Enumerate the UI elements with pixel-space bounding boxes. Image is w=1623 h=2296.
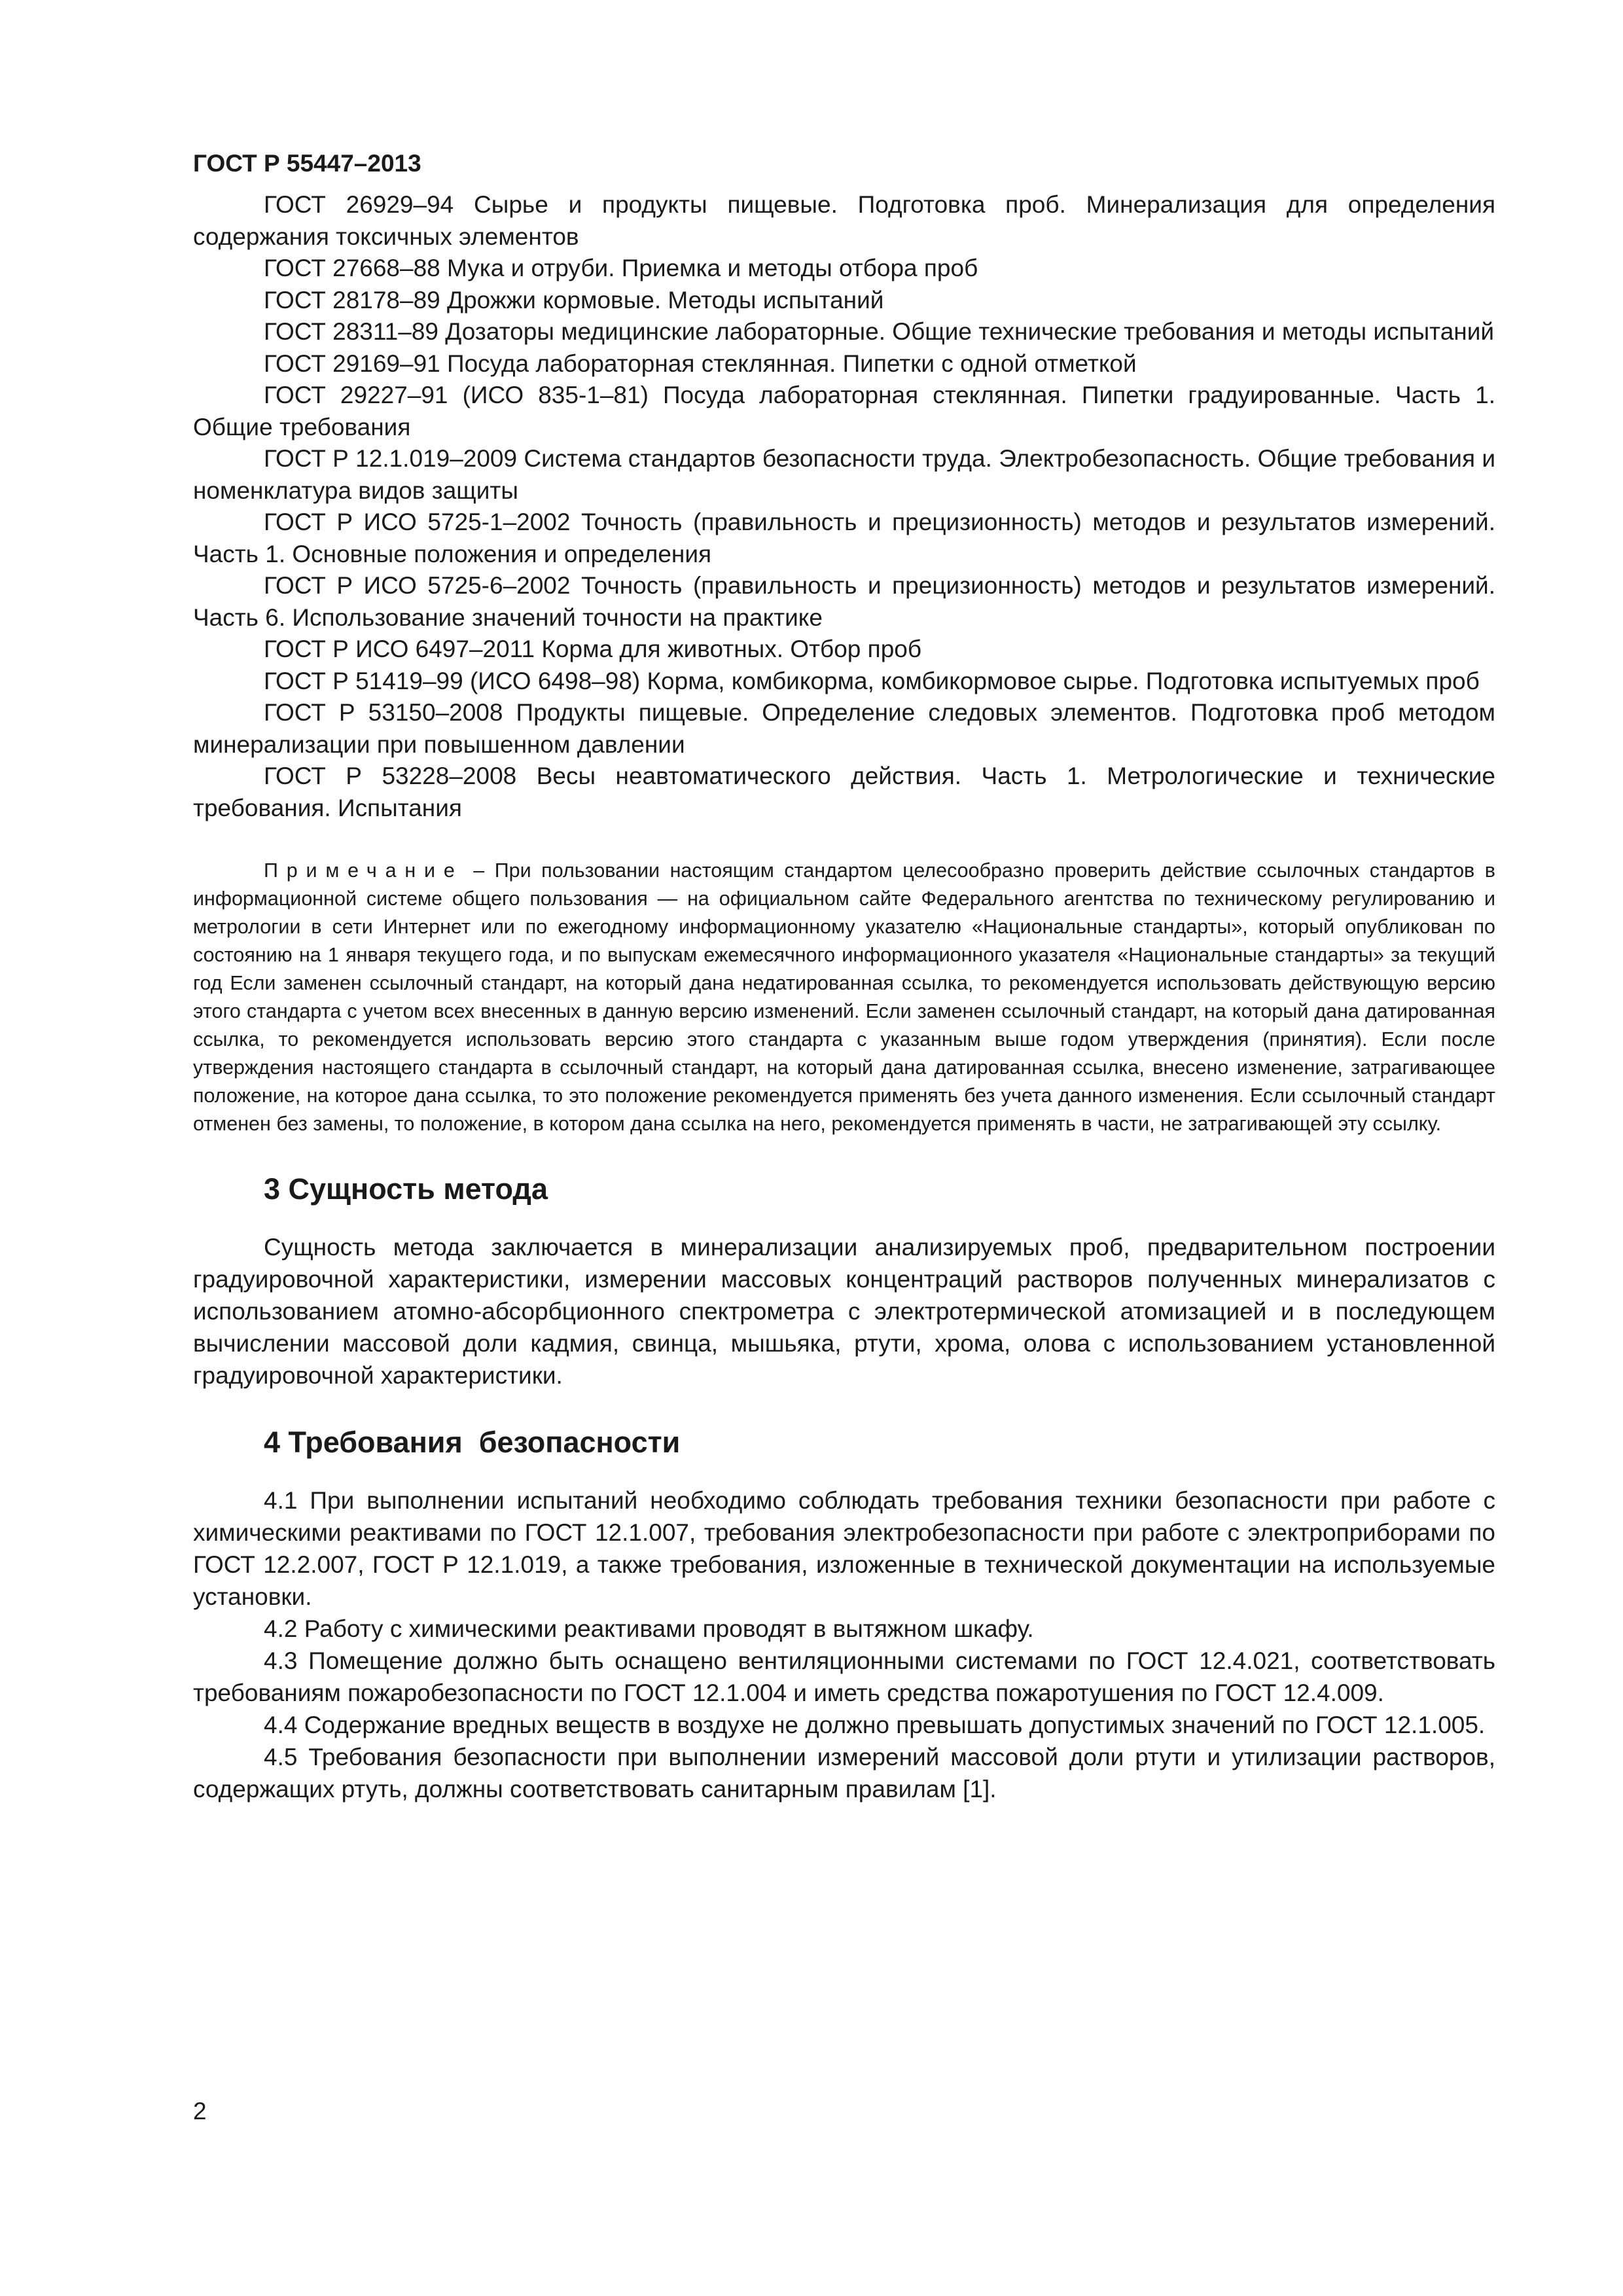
- reference-item: ГОСТ 28178–89 Дрожжи кормовые. Методы испытаний: [264, 286, 884, 314]
- reference-item: ГОСТ 29227–91 (ИСО 835-1–81) Посуда лабораторная стеклянная. Пипетки градуированные. Часть 1. Общие требования: [193, 382, 1495, 440]
- normative-references-list: [193, 189, 1495, 824]
- reference-item: ГОСТ Р ИСО 5725-1–2002 Точность (правильность и прецизионность) методов и результатов измерений. Часть 1. Основные положения и определения: [193, 509, 1495, 567]
- reference-item: ГОСТ Р ИСО 6497–2011 Корма для животных. Отбор проб: [264, 636, 922, 662]
- reference-item: ГОСТ Р ИСО 5725-6–2002 Точность (правильность и прецизионность) методов и результатов измерений. Часть 6. Использование значений точности на практике: [193, 572, 1495, 631]
- references-note: [193, 857, 1495, 1138]
- safety-requirement-item: 4.2 Работу с химическими реактивами проводят в вытяжном шкафу.: [264, 1615, 1034, 1642]
- safety-requirement-item: 4.3 Помещение должно быть оснащено вентиляционными системами по ГОСТ 12.4.021, соответствовать требованиям пожаробезопасности по ГОСТ 12.1.004 и иметь средства пожаротушения по ГОСТ 12.4.009.: [193, 1647, 1495, 1706]
- note-label: Примечание: [264, 859, 463, 882]
- reference-item: ГОСТ Р 51419–99 (ИСО 6498–98) Корма, комбикорма, комбикормовое сырье. Подготовка испытуемых проб: [264, 667, 1480, 694]
- reference-item: ГОСТ 28311–89 Дозаторы медицинские лабораторные. Общие технические требования и методы испытаний: [264, 318, 1495, 345]
- section-3-text: Сущность метода заключается в минерализации анализируемых проб, предварительном построении градуировочной характеристики, измерении массовых концентраций растворов полученных минерализатов с использованием атомно-абсорбционного спектрометра с электротермической атомизацией и в последующем вычислении массовой доли кадмия, свинца, мышьяка, ртути, хрома, олова с использованием установленной градуировочной характеристики.: [193, 1234, 1495, 1389]
- section-4-title: 4 Требования безопасности: [264, 1426, 681, 1459]
- document-id-header: ГОСТ Р 55447–2013: [193, 150, 421, 177]
- section-3-title: 3 Сущность метода: [264, 1172, 548, 1206]
- reference-item: ГОСТ Р 53228–2008 Весы неавтоматического действия. Часть 1. Метрологические и технические требования. Испытания: [193, 762, 1495, 821]
- safety-requirement-item: 4.5 Требования безопасности при выполнении измерений массовой доли ртути и утилизации растворов, содержащих ртуть, должны соответствовать санитарным правилам [1].: [193, 1744, 1495, 1803]
- document-page: [193, 147, 1495, 1805]
- reference-item: ГОСТ 26929–94 Сырье и продукты пищевые. Подготовка проб. Минерализация для определения содержания токсичных элементов: [193, 191, 1495, 250]
- reference-item: ГОСТ 27668–88 Мука и отруби. Приемка и методы отбора проб: [264, 255, 978, 281]
- reference-item: ГОСТ Р 53150–2008 Продукты пищевые. Определение следовых элементов. Подготовка проб методом минерализации при повышенном давлении: [193, 699, 1495, 758]
- reference-item: ГОСТ Р 12.1.019–2009 Система стандартов безопасности труда. Электробезопасность. Общие требования и номенклатура видов защиты: [193, 445, 1495, 504]
- safety-requirement-item: 4.4 Содержание вредных веществ в воздухе не должно превышать допустимых значений по ГОСТ 12.1.005.: [264, 1712, 1486, 1738]
- reference-item: ГОСТ 29169–91 Посуда лабораторная стеклянная. Пипетки с одной отметкой: [264, 350, 1137, 377]
- page-number: 2: [193, 2098, 207, 2125]
- safety-requirement-item: 4.1 При выполнении испытаний необходимо соблюдать требования техники безопасности при работе с химическими реактивами по ГОСТ 12.1.007, требования электробезопасности при работе с электроприборами по ГОСТ 12.2.007, ГОСТ Р 12.1.019, а также требования, изложенные в технической документации на используемые установки.: [193, 1487, 1495, 1610]
- note-text: – При пользовании настоящим стандартом целесообразно проверить действие ссылочных стандартов в информационной системе общего пользования — на официальном сайте Федерального агентства по техническому регулированию и метрологии в сети Интернет или по ежегодному информационному указателю «Национальные стандарты», который опубликован по состоянию на 1 января текущего года, и по выпускам ежемесячного информационного указателя «Национальные стандарты» за текущий год Если заменен ссылочный стандарт, на который дана недатированная ссылка, то рекомендуется использовать действующую версию этого стандарта с учетом всех внесенных в данную версию изменений. Если заменен ссылочный стандарт, на который дана датированная ссылка, то рекомендуется использовать версию этого стандарта с указанным выше годом утверждения (принятия). Если после утверждения настоящего стандарта в ссылочный стандарт, на который дана датированная ссылка, внесено изменение, затрагивающее положение, на которое дана ссылка, то это положение рекомендуется применять без учета данного изменения. Если ссылочный стандарт отменен без замены, то положение, в котором дана ссылка на него, рекомендуется применять в части, не затрагивающей эту ссылку.: [193, 859, 1496, 1135]
